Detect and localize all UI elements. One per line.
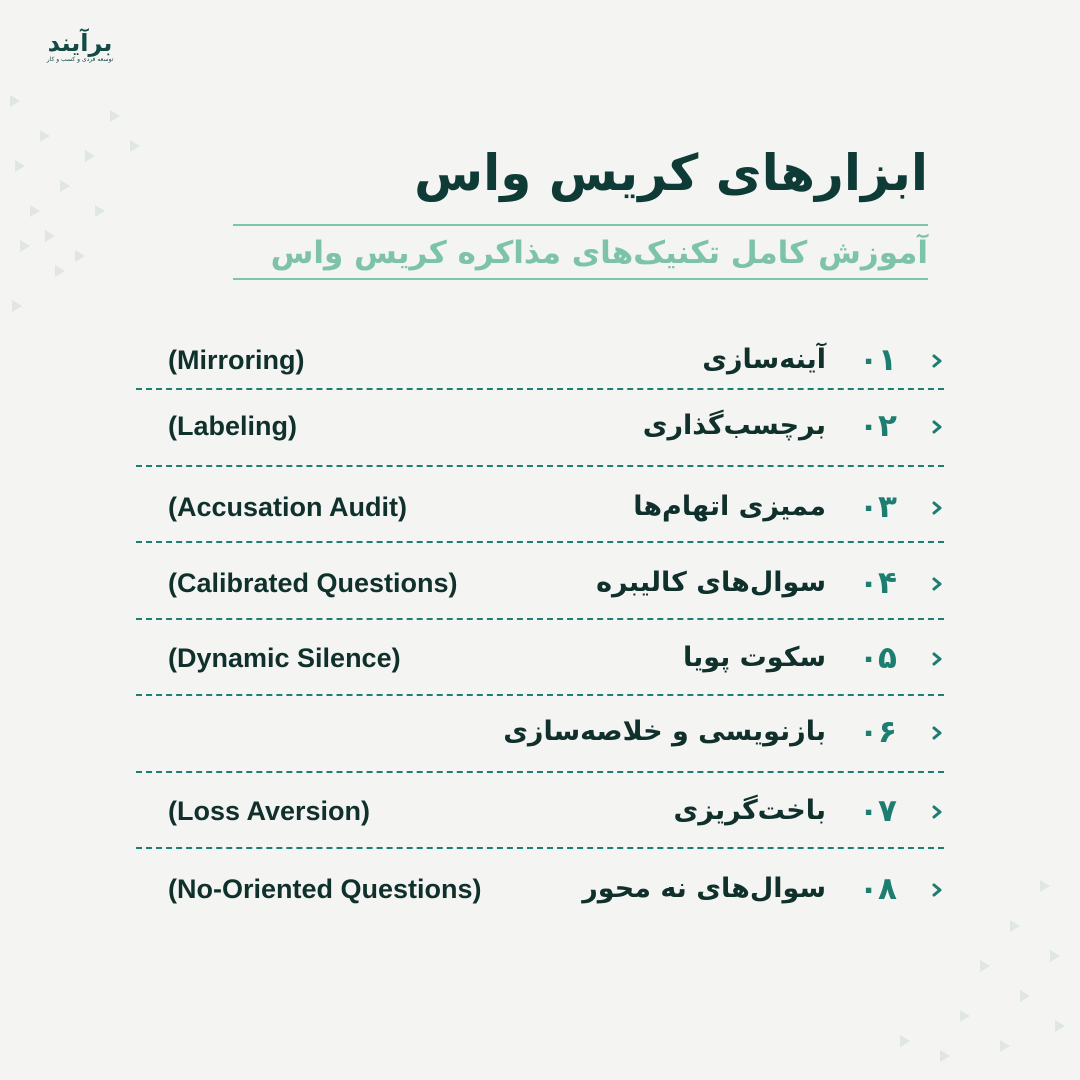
chevron-right-icon (930, 354, 944, 368)
item-title-fa: بازنویسی و خلاصه‌سازی (503, 716, 826, 747)
item-title-en: (Loss Aversion) (168, 795, 371, 826)
item-number: ۰۷ (859, 792, 897, 829)
tools-list (136, 322, 944, 926)
list-item (136, 849, 944, 926)
item-number: ۰۸ (859, 871, 897, 907)
item-title-fa: آینه‌سازی (702, 344, 826, 375)
chevron-right-icon (930, 805, 944, 819)
list-item (136, 467, 944, 544)
item-title-fa: سکوت پویا (682, 641, 826, 673)
list-item (136, 543, 944, 620)
chevron-right-icon (930, 501, 944, 515)
item-title-fa: برچسب‌گذاری (642, 410, 826, 441)
item-title-en: (Accusation Audit) (168, 491, 407, 522)
list-item (136, 696, 944, 773)
item-number: ۰۱ (859, 342, 897, 378)
list-item (136, 390, 944, 467)
list-item (136, 322, 944, 390)
list-item (136, 773, 944, 850)
item-title-en: (Calibrated Questions) (168, 568, 458, 598)
item-title-en: (No-Oriented Questions) (168, 874, 482, 904)
brand-logo (32, 30, 128, 70)
item-title-en: (Labeling) (168, 411, 297, 441)
chevron-right-icon (930, 577, 944, 591)
chevron-right-icon (930, 726, 944, 740)
item-title-fa: سوال‌های نه محور (582, 873, 826, 904)
item-number: ۰۵ (859, 639, 897, 676)
item-number: ۰۴ (859, 565, 897, 601)
list-item (136, 620, 944, 697)
item-title-fa: باخت‌گریزی (673, 794, 826, 826)
item-number: ۰۲ (859, 408, 897, 444)
chevron-right-icon (930, 652, 944, 666)
brand-tagline: توسعه فردی و کسب و کار (46, 56, 114, 63)
item-title-fa: ممیزی اتهام‌ها (633, 490, 826, 522)
brand-name: برآیند (47, 29, 113, 57)
page-title: ابزارهای کریس واس (414, 144, 928, 202)
item-number: ۰۳ (859, 488, 897, 525)
page-subtitle: آموزش کامل تکنیک‌های مذاکره کریس واس (270, 235, 928, 271)
chevron-right-icon (930, 420, 944, 434)
item-title-fa: سوال‌های کالیبره (596, 567, 826, 598)
subtitle-box (233, 224, 928, 280)
item-title-en: (Mirroring) (168, 345, 305, 375)
item-title-en: (Dynamic Silence) (168, 642, 401, 673)
chevron-right-icon (930, 883, 944, 897)
item-number: ۰۶ (859, 714, 897, 750)
